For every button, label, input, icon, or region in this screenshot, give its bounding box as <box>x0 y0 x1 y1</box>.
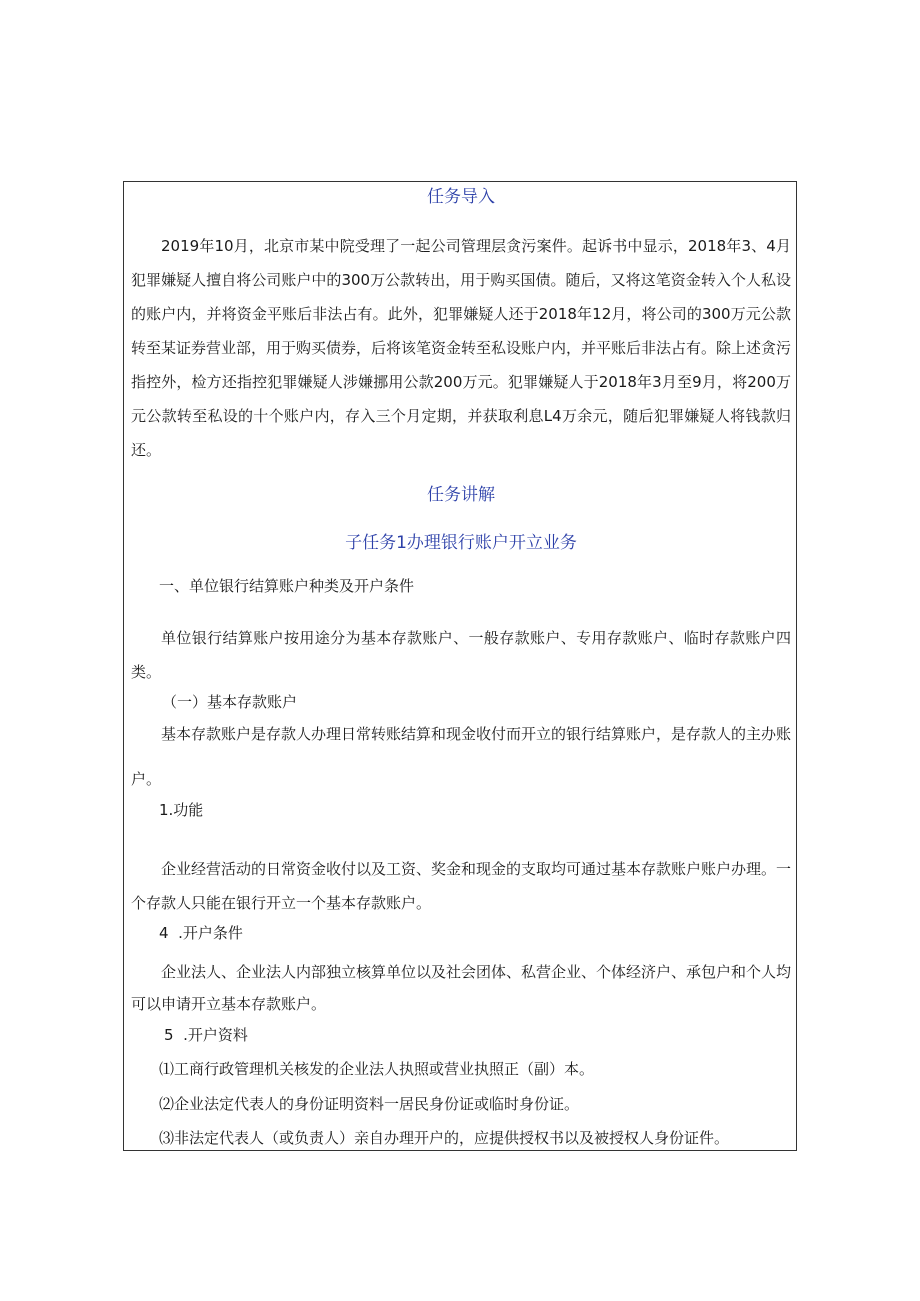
material-item-1: ⑴工商行政管理机关核发的企业法人执照或营业执照正（副）本。 <box>159 1060 595 1078</box>
intro-paragraph: 2019年10月，北京市某中院受理了一起公司管理层贪污案件。起诉书中显示，2018年3、4月犯罪嫌疑人擅自将公司账户中的300万公款转出，用于购买国债。随后，又将这笔资金转入个人私设的账户内，并将资金平账后非法占有。此外，犯罪嫌疑人还于2018年12月，将公司的300万元公款转至某证券营业部，用于购买债券，后将该笔资金转至私设账户内，并平账后非法占有。除上述贪污指控外，检方还指控犯罪嫌疑人涉嫌挪用公款200万元。犯罪嫌疑人于2018年3月至9月，将200万元公款转至私设的十个账户内，存入三个月定期，并获取利息L4万余元，随后犯罪嫌疑人将钱款归还。 <box>131 237 792 459</box>
basic-account-definition: 基本存款账户是存款人办理日常转账结算和现金收付而开立的银行结算账户，是存款人的主办账户。 <box>131 725 792 788</box>
function-heading: 1.功能 <box>159 801 204 819</box>
open-conditions-paragraph: 企业法人、企业法人内部独立核算单位以及社会团体、私营企业、个体经济户、承包户和个人均可以申请开立基本存款账户。 <box>131 963 792 1013</box>
material-item-3: ⑶非法定代表人（或负责人）亲自办理开户的，应提供授权书以及被授权人身份证件。 <box>159 1129 730 1147</box>
function-paragraph: 企业经营活动的日常资金收付以及工资、奖金和现金的支取均可通过基本存款账户账户办理。一个存款人只能在银行开立一个基本存款账户。 <box>131 860 792 912</box>
subtask-title: 子任务1办理银行账户开立业务 <box>345 533 577 553</box>
material-item-2: ⑵企业法定代表人的身份证明资料一居民身份证或临时身份证。 <box>159 1095 580 1113</box>
open-conditions-heading: 4 .开户条件 <box>159 924 243 942</box>
basic-account-heading: （一）基本存款账户 <box>162 693 298 711</box>
open-materials-heading: 5 .开户资料 <box>164 1026 248 1044</box>
account-types-paragraph: 单位银行结算账户按用途分为基本存款账户、一般存款账户、专用存款账户、临时存款账户四类。 <box>131 629 791 681</box>
item-one-heading: 一、单位银行结算账户种类及开户条件 <box>159 577 415 595</box>
document-frame <box>123 181 797 1151</box>
section-title-lecture: 任务讲解 <box>427 485 495 505</box>
section-title-intro: 任务导入 <box>427 187 495 207</box>
